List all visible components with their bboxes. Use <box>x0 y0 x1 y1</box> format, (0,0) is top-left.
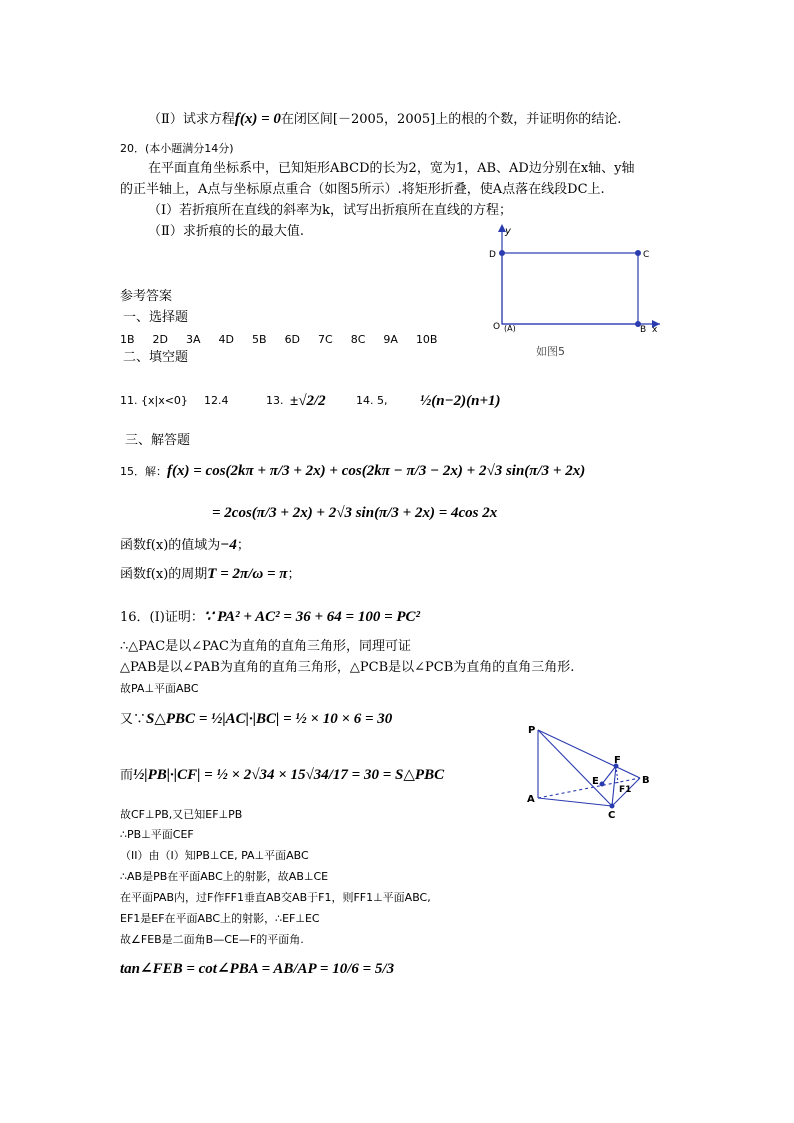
choice-8: 8C <box>350 333 366 346</box>
section-solve: 三、解答题 <box>125 433 191 448</box>
q15-range-prefix: 函数f(x)的值域为 <box>120 538 221 553</box>
label-a: A <box>527 794 535 805</box>
q16-l7: ∴AB是PB在平面ABC上的射影，故AB⊥CE <box>120 870 329 883</box>
q15-period-suffix: ； <box>287 567 301 582</box>
q16-l1: ∴△PAC是以∠PAC为直角的直角三角形，同理可证 <box>120 639 411 654</box>
q16-line1 <box>120 608 420 627</box>
q15-range <box>120 536 250 555</box>
q19-part2-suffix: 在闭区间[－2005，2005]上的根的个数，并证明你的结论. <box>280 112 622 127</box>
point-c <box>635 250 641 256</box>
point-c <box>610 804 615 809</box>
x-label: x <box>652 325 658 335</box>
q16-l8: 在平面PAB内，过F作FF1垂直AB交AB于F1，则FF1⊥平面ABC, <box>120 891 431 904</box>
label-p: P <box>528 725 536 736</box>
a11: 11. {x|x<0} <box>120 394 188 407</box>
figure-tetrahedron <box>522 720 662 824</box>
q16-l3: 故PA⊥平面ABC <box>120 682 199 695</box>
choice-1: 1B <box>120 333 135 346</box>
edge-ff1 <box>616 766 618 783</box>
label-c: C <box>608 810 616 821</box>
q20-body1: 在平面直角坐标系中，已知矩形ABCD的长为2，宽为1，AB、AD边分别在x轴、y轴 <box>148 161 635 176</box>
q15-label: 15．解： <box>120 465 167 478</box>
y-label: y <box>505 226 511 237</box>
label-e: E <box>592 776 599 787</box>
label-b: B <box>642 775 650 786</box>
q20-part2: （Ⅱ）求折痕的长的最大值. <box>148 224 304 239</box>
choice-answers <box>120 331 455 349</box>
label-a: (A) <box>504 324 516 333</box>
q16-eq2: S△PBC = ½|AC|·|BC| = ½ × 10 × 6 = 30 <box>146 711 393 727</box>
figure-5 <box>480 222 670 362</box>
q15-eq2: = 2cos(π/3 + 2x) + 2√3 sin(π/3 + 2x) = 4cos 2x <box>212 505 498 521</box>
q16-l6: （II）由（I）知PB⊥CE, PA⊥平面ABC <box>120 849 309 862</box>
choice-5: 5B <box>252 333 267 346</box>
edge-cf <box>612 766 616 806</box>
label-d: D <box>489 250 496 260</box>
q20-body2: 的正半轴上，A点与坐标原点重合（如图5所示）.将矩形折叠，使A点落在线段DC上. <box>120 182 605 197</box>
choice-3: 3A <box>186 333 201 346</box>
q16-eq4: tan∠FEB = cot∠PBA = AB/AP = 10/6 = 5/3 <box>120 961 395 977</box>
choice-10: 10B <box>415 333 438 346</box>
q16-eq2-line <box>120 710 392 729</box>
section-fill: 二、填空题 <box>123 350 189 365</box>
a14-label: 14. 5, <box>356 394 388 407</box>
label-b: B <box>640 325 647 335</box>
a14-value: ½(n−2)(n+1) <box>420 393 501 409</box>
label-f1: F1 <box>619 785 632 795</box>
q16-l5: ∴PB⊥平面CEF <box>120 828 194 841</box>
a13-label: 13. <box>266 394 284 407</box>
q19-part2 <box>148 110 621 129</box>
choice-2: 2D <box>152 333 169 346</box>
rectangle-abcd <box>502 253 638 324</box>
label-f: F <box>614 755 621 766</box>
choice-4: 4D <box>218 333 235 346</box>
q15-range-value: −4 <box>220 537 237 553</box>
q16-eq1: ∵ PA² + AC² = 36 + 64 = 100 = PC² <box>203 609 421 625</box>
q16-eq2-prefix: 又∵ <box>120 712 147 727</box>
choice-7: 7C <box>318 333 333 346</box>
q15-period-prefix: 函数f(x)的周期 <box>120 567 208 582</box>
edge-pb <box>538 730 640 778</box>
q15-period <box>120 565 300 584</box>
a13-value: ±√2/2 <box>290 393 326 409</box>
q19-equation: f(x) = 0 <box>234 111 281 127</box>
point-d <box>499 250 505 256</box>
label-c: C <box>643 250 650 260</box>
choice-9: 9A <box>383 333 398 346</box>
q16-eq3-line <box>120 766 444 785</box>
edge-ef <box>602 766 616 784</box>
q15-period-value: T = 2π/ω = π <box>207 566 288 582</box>
q16-eq3-prefix: 而 <box>120 768 134 783</box>
q16-l9: EF1是EF在平面ABC上的射影，∴EF⊥EC <box>120 912 320 925</box>
section-choice: 一、选择题 <box>123 310 189 325</box>
edge-pc <box>538 730 612 806</box>
q15-range-suffix: ； <box>236 538 250 553</box>
figure-caption: 如图5 <box>536 345 565 358</box>
a12: 12.4 <box>204 394 229 407</box>
edge-ac <box>538 798 612 806</box>
label-o: O <box>493 322 501 332</box>
q16-l4: 故CF⊥PB,又已知EF⊥PB <box>120 808 243 821</box>
q19-part2-prefix: （Ⅱ）试求方程 <box>148 112 235 127</box>
q16-label: 16．(I)证明： <box>120 610 204 625</box>
point-e <box>600 782 605 787</box>
q16-l10: 故∠FEB是二面角B—CE—F的平面角. <box>120 933 304 946</box>
q15-eq1: f(x) = cos(2kπ + π/3 + 2x) + cos(2kπ − π/3 − 2x) + 2√3 sin(π/3 + 2x) <box>167 463 586 479</box>
answers-title: 参考答案 <box>120 289 173 304</box>
q20-header: 20．(本小题满分14分) <box>120 142 234 155</box>
q16-eq3: ½|PB|·|CF| = ½ × 2√34 × 15√34/17 = 30 = S△PBC <box>133 767 445 783</box>
q16-l2: △PAB是以∠PAB为直角的直角三角形，△PCB是以∠PCB为直角的直角三角形. <box>120 660 575 675</box>
q20-part1: （Ⅰ）若折痕所在直线的斜率为k，试写出折痕所在直线的方程； <box>148 203 513 218</box>
choice-6: 6D <box>284 333 301 346</box>
q15-line1 <box>120 462 585 481</box>
